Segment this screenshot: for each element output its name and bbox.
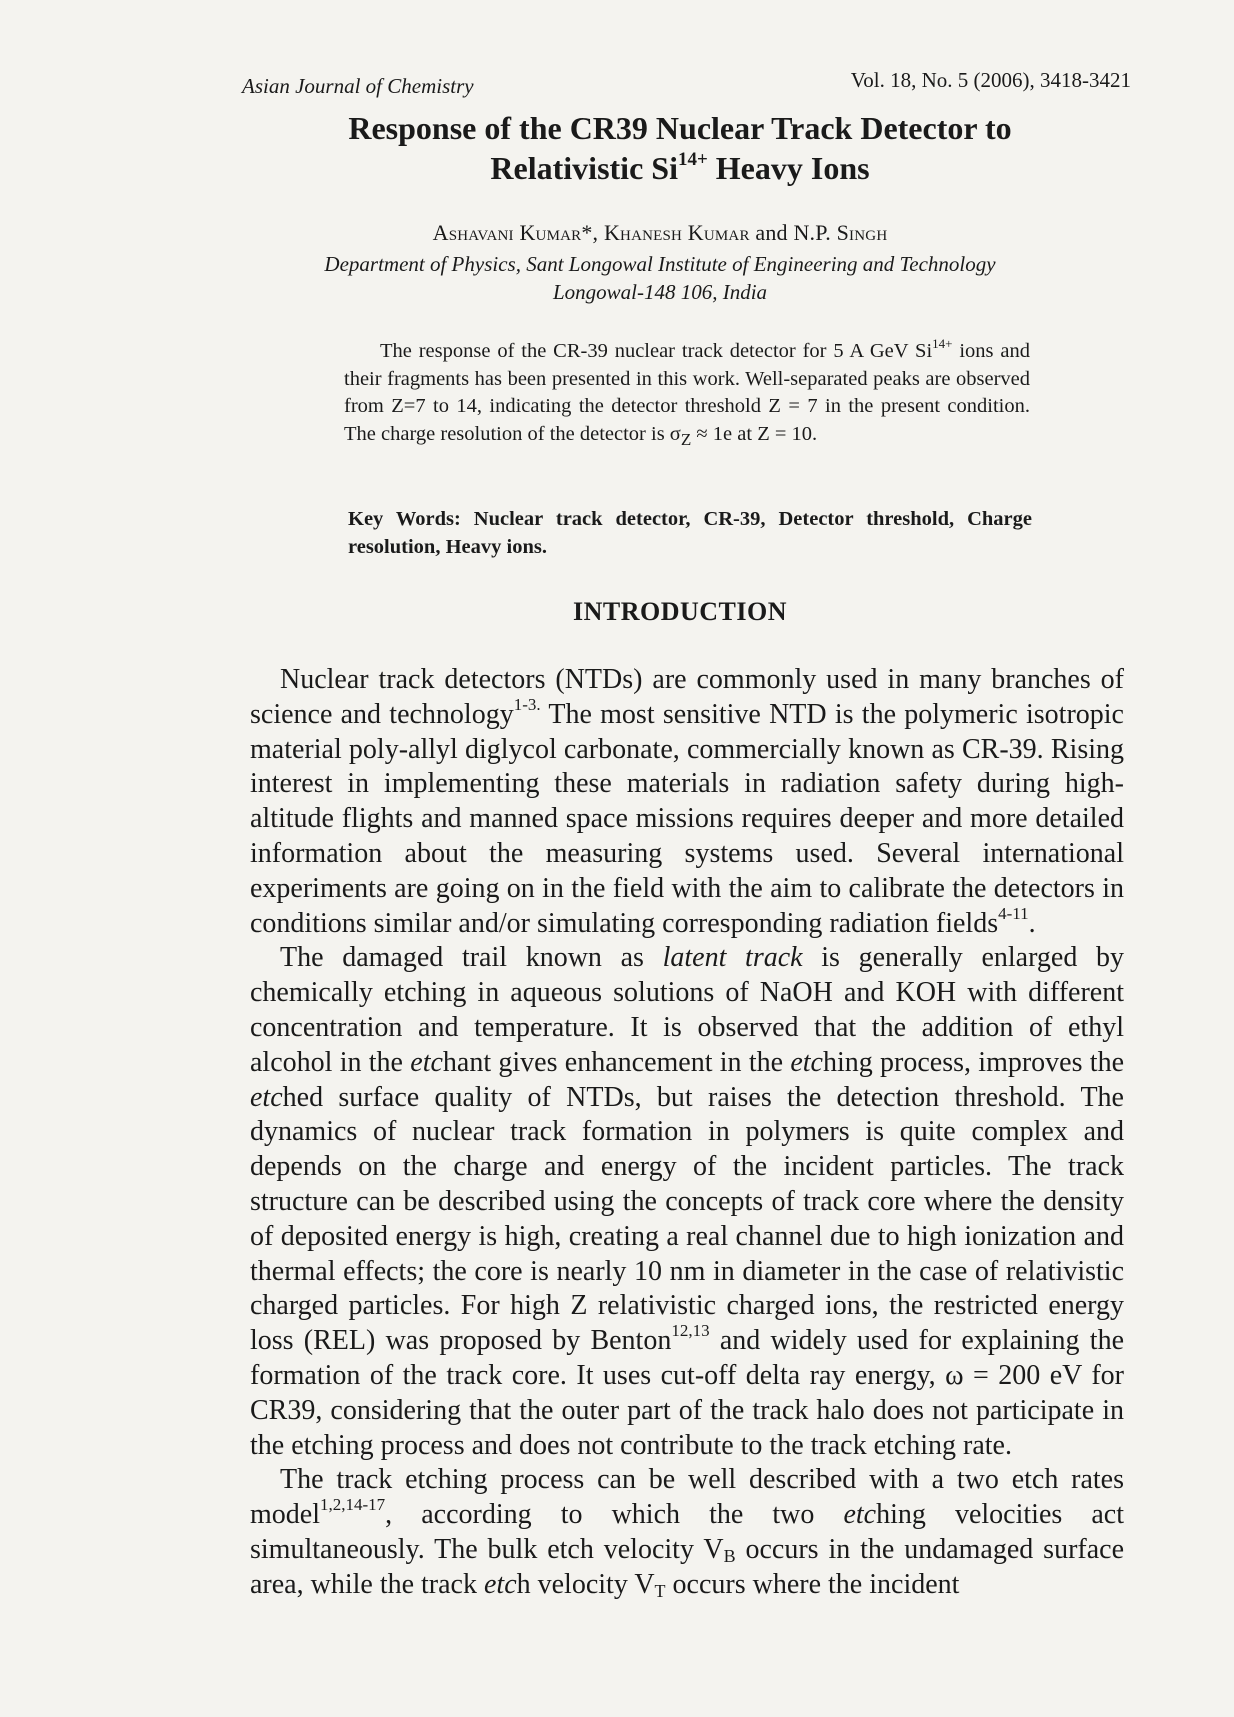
affiliation-line-2: Longowal-148 106, India [552, 280, 768, 304]
subscript: B [723, 1545, 736, 1566]
paragraph-3 [250, 1463, 1124, 1602]
paragraph-text: The most sensitive NTD is the polymeric isotropic material poly-allyl diglycol carbonate, commercially known as CR-39. Rising interest in implementing these materials in radiation safety during high-altitude flights and manned space missions requires deeper and more detailed information about the measuring systems used. Several international experiments are going on in the field with the aim to calibrate the detectors in conditions similar and/or simulating corresponding radiation fields [250, 698, 1124, 939]
section-heading: INTRODUCTION [572, 597, 788, 626]
italic-term: etc [790, 1046, 823, 1078]
volume-info: Vol. 18, No. 5 (2006), 3418-3421 [850, 68, 1131, 92]
paragraph-text: Nuclear track detectors (NTDs) are commonly used in many branches of science and technology [250, 664, 1124, 730]
paragraph-text: hant gives enhancement in the [442, 1046, 791, 1078]
author-2: Khanesh Kumar [603, 220, 750, 245]
abstract-text: ions and their fragments has been presented in this work. Well-separated peaks are observed from Z=7 to 14, indicating the detector threshold Z = 7 in the present condition. The charge resolution of the detector is σ [344, 340, 1030, 445]
title-line-2 [490, 150, 869, 186]
paragraph-text: occurs in the undamaged surface area, while the track [250, 1533, 1125, 1600]
body-text [250, 663, 1124, 1603]
abstract-text: ≈ 1e at Z = 10. [691, 422, 818, 445]
title-line-2-text: Relativistic Si [490, 150, 678, 186]
abstract-superscript: 14+ [932, 336, 953, 351]
paragraph-text: hed surface quality of NTDs, but raises the detection threshold. The dynamics of nuclear track formation in polymers is quite complex and depends on the charge and energy of the incident particles. The track structure can be described using the concepts of track core where the density of deposited energy is high, creating a real channel due to high ionization and thermal effects; the core is nearly 10 nm in diameter in the case of relativistic charged particles. For high Z relativistic charged ions, the restricted energy loss (REL) was proposed by Benton [250, 1081, 1124, 1357]
citation-superscript: 1,2,14-17 [320, 1495, 386, 1515]
paragraph-text: is generally enlarged by chemically etching in aqueous solutions of NaOH and KOH with different concentration and temperature. It is observed that the addition of ethyl alcohol in the [250, 942, 1125, 1078]
citation-superscript: 12,13 [671, 1321, 710, 1341]
italic-term: etc [250, 1081, 283, 1113]
journal-name: Asian Journal of Chemistry [242, 74, 474, 98]
author-separator: and [749, 220, 794, 245]
paragraph-text: The damaged trail known as [280, 942, 663, 974]
italic-term: latent track [662, 942, 803, 974]
affiliation [250, 250, 1070, 306]
title-superscript: 14+ [677, 149, 708, 170]
paragraph-text: hing process, improves the [822, 1046, 1124, 1078]
keywords: Key Words: Nuclear track detector, CR-39, Detector threshold, Charge resolution, Heavy ions. [348, 508, 1032, 558]
author-3: N.P. Singh [793, 220, 888, 245]
paragraph-text: occurs where the incident [665, 1568, 960, 1600]
paragraph-text: h velocity V [516, 1568, 655, 1600]
paragraph-text: The track etching process can be well described with a two etch rates model [250, 1464, 1124, 1531]
paragraph-text: hing velocities act simultaneously. The bulk etch velocity V [250, 1499, 1124, 1565]
paragraph-1 [250, 663, 1124, 941]
paragraph-text: . [1028, 907, 1036, 939]
title-line-1: Response of the CR39 Nuclear Track Detector to [348, 110, 1012, 146]
author-list [250, 220, 1070, 246]
paragraph-text: , according to which the two [385, 1499, 844, 1531]
title-line-2-end: Heavy Ions [707, 150, 870, 186]
italic-term: etc [843, 1499, 877, 1531]
abstract [344, 338, 1030, 453]
italic-term: etc [483, 1568, 517, 1600]
author-1: Ashavani Kumar* [432, 220, 593, 245]
paper-title [300, 108, 1060, 188]
abstract-subscript: Z [680, 429, 692, 449]
italic-term: etc [410, 1046, 443, 1078]
affiliation-line-1: Department of Physics, Sant Longowal Institute of Engineering and Technology [324, 252, 996, 276]
abstract-text: The response of the CR-39 nuclear track detector for 5 A GeV Si [380, 340, 933, 362]
citation-superscript: 1-3. [513, 694, 541, 714]
subscript: T [654, 1580, 666, 1601]
paragraph-2 [250, 941, 1124, 1463]
paragraph-text: and widely used for explaining the formation of the track core. It uses cut-off delta ray energy, ω = 200 eV for CR39, considering that the outer part of the track halo does not participate in the etching process and does not contribute to the track etching rate. [250, 1325, 1124, 1461]
citation-superscript: 4-11 [998, 903, 1029, 923]
author-separator: , [592, 220, 604, 245]
